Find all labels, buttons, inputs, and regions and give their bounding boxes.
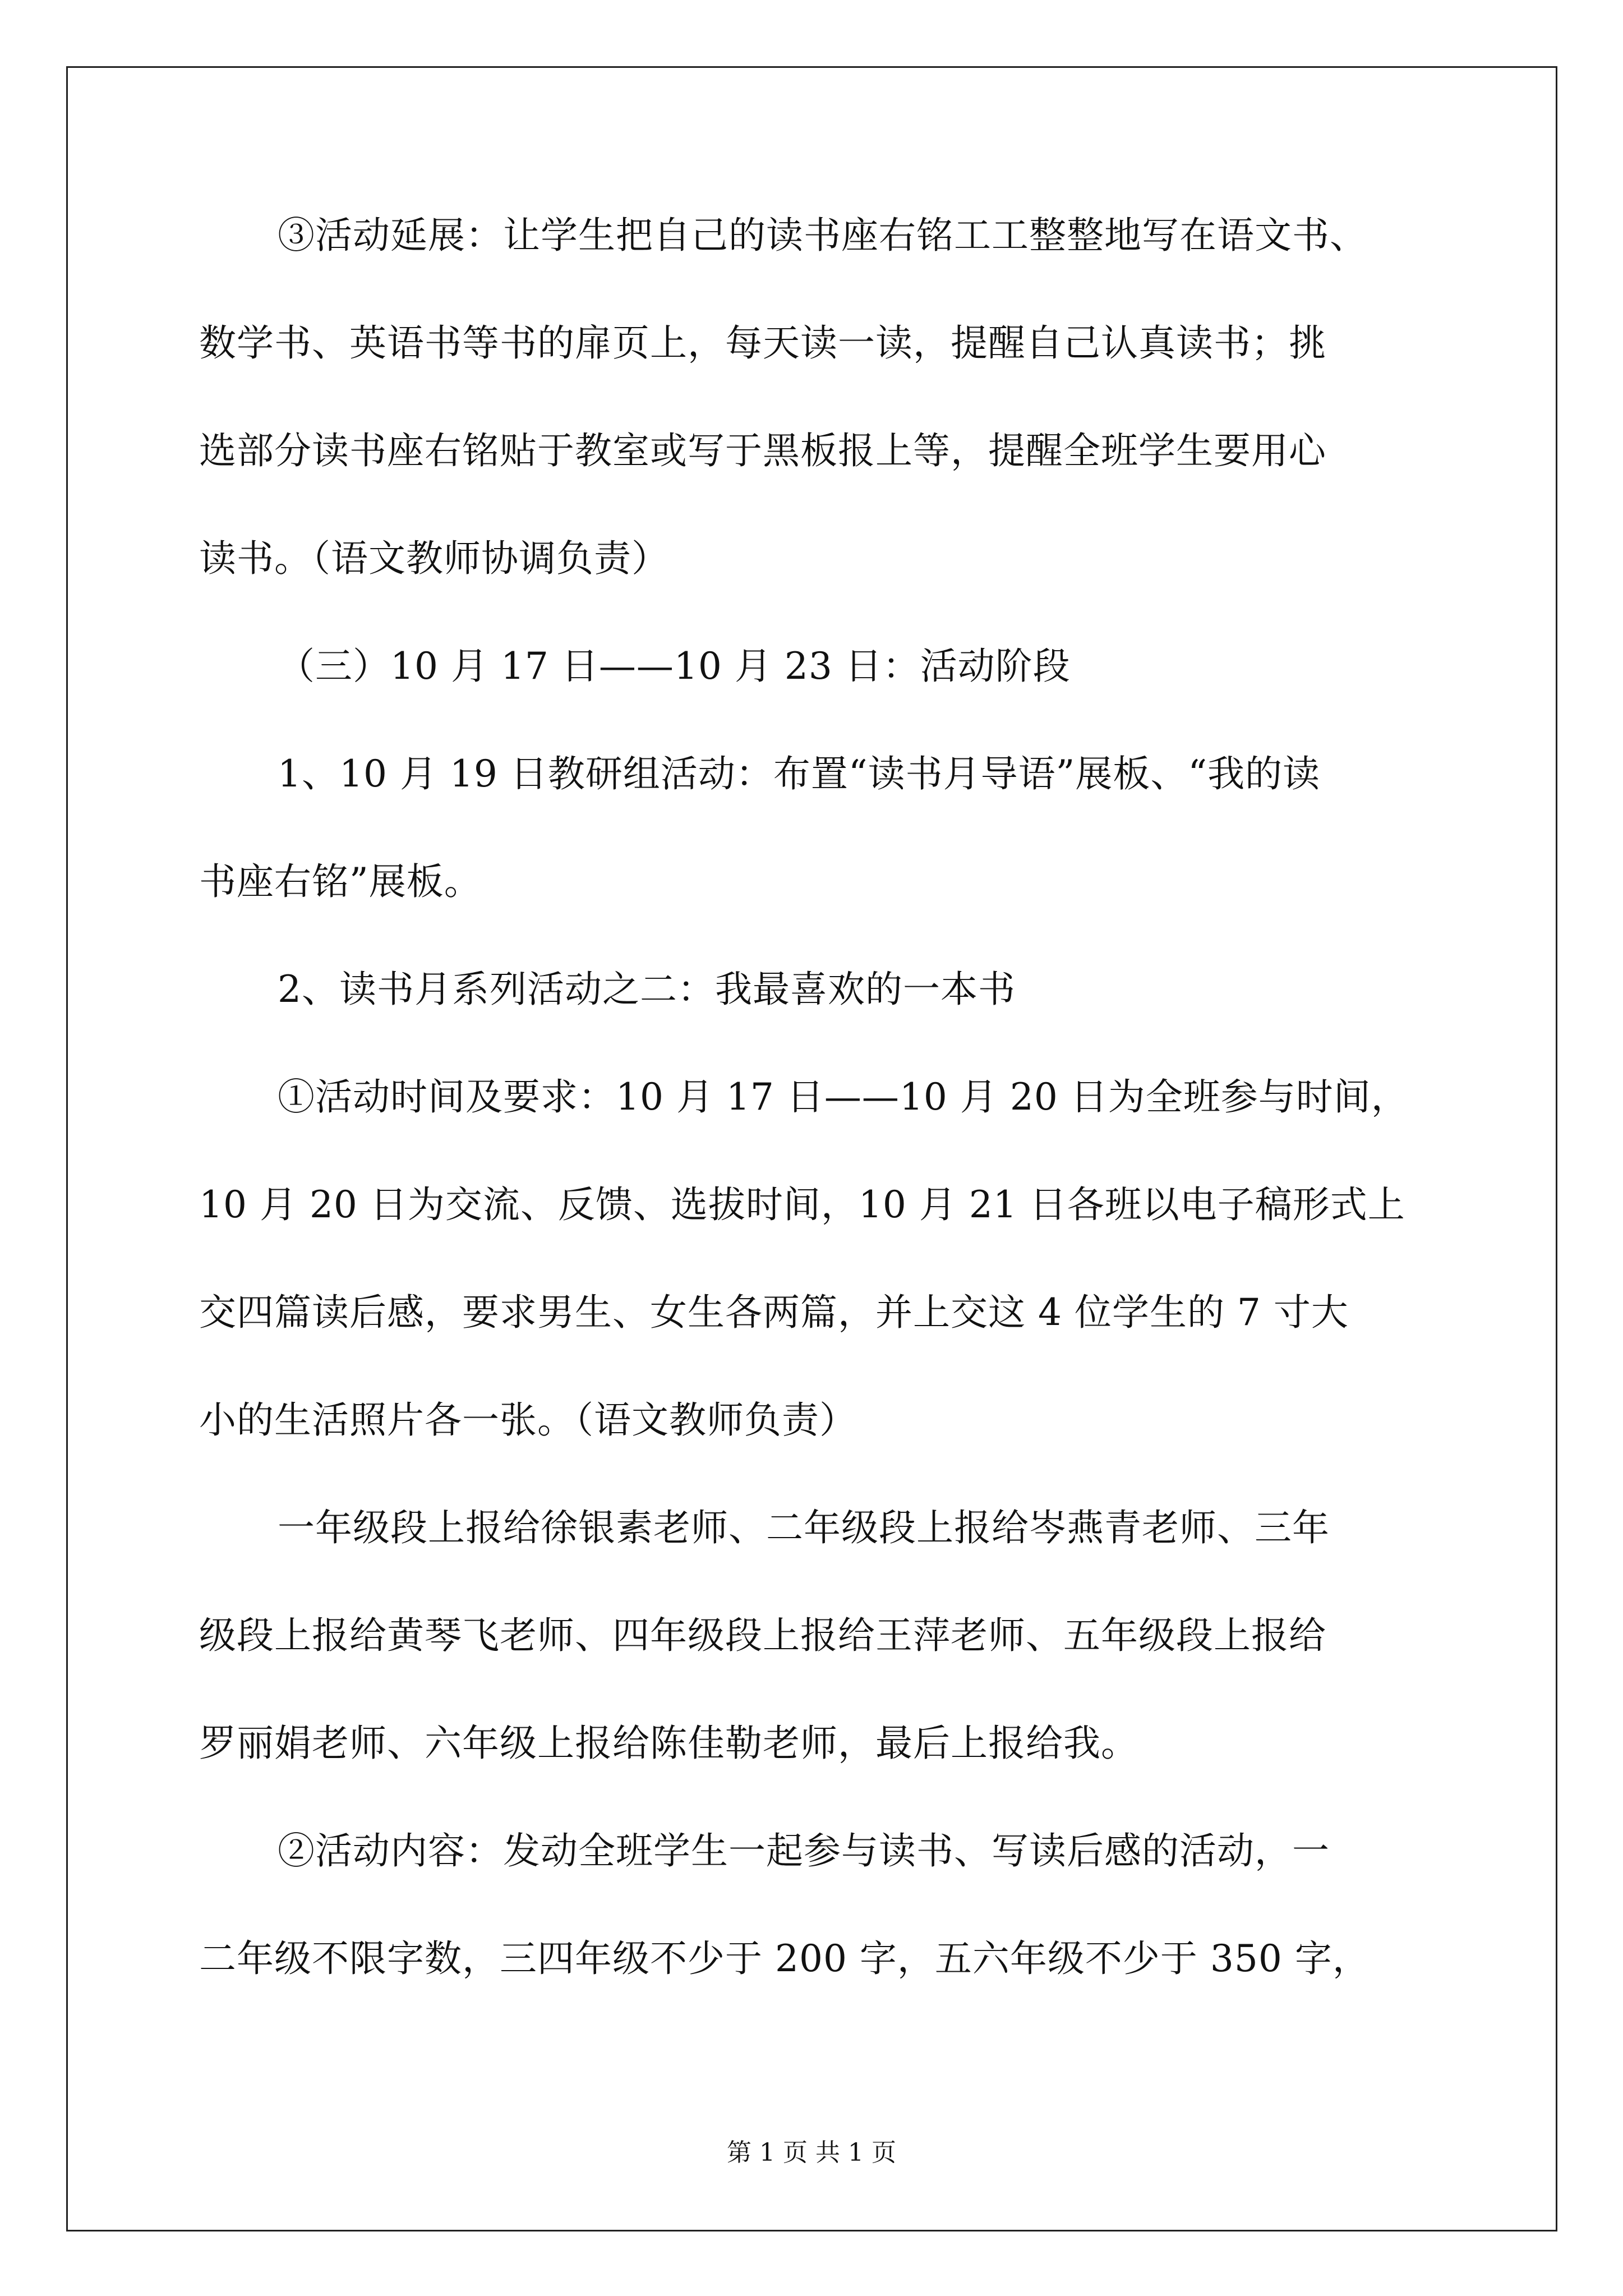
paragraph-line: 级段上报给黄琴飞老师、四年级段上报给王萍老师、五年级段上报给 — [199, 1614, 1326, 1657]
paragraph-line: 二年级不限字数，三四年级不少于 200 字，五六年级不少于 350 字， — [199, 1937, 1370, 1980]
paragraph-line: 罗丽娟老师、六年级上报给陈佳勒老师，最后上报给我。 — [199, 1722, 1138, 1765]
paragraph-line: 交四篇读后感，要求男生、女生各两篇，并上交这 4 位学生的 7 寸大 — [199, 1291, 1349, 1334]
paragraph-line: 读书。（语文教师协调负责） — [199, 537, 669, 580]
paragraph-line: ②活动内容：发动全班学生一起参与读书、写读后感的活动，一 — [278, 1829, 1330, 1872]
paragraph-line: 2、读书月系列活动之二：我最喜欢的一本书 — [278, 968, 1016, 1011]
paragraph-line: 书座右铭”展板。 — [199, 860, 482, 903]
paragraph-line: 小的生活照片各一张。（语文教师负责） — [199, 1398, 857, 1442]
paragraph-line: ①活动时间及要求：10 月 17 日——10 月 20 日为全班参与时间， — [278, 1075, 1409, 1119]
paragraph-line: 选部分读书座右铭贴于教室或写于黑板报上等，提醒全班学生要用心 — [199, 429, 1326, 472]
page-footer: 第 1 页 共 1 页 — [727, 2138, 896, 2167]
paragraph-line: 1、10 月 19 日教研组活动：布置“读书月导语”展板、“我的读 — [278, 752, 1321, 795]
page-border — [66, 66, 1557, 2231]
section-heading: （三）10 月 17 日——10 月 23 日：活动阶段 — [278, 645, 1071, 688]
paragraph-line: 一年级段上报给徐银素老师、二年级段上报给岑燕青老师、三年 — [278, 1506, 1330, 1549]
paragraph-line: ③活动延展：让学生把自己的读书座右铭工工整整地写在语文书、 — [278, 214, 1367, 257]
paragraph-line: 数学书、英语书等书的扉页上，每天读一读，提醒自己认真读书；挑 — [199, 321, 1326, 365]
paragraph-line: 10 月 20 日为交流、反馈、选拔时间，10 月 21 日各班以电子稿形式上 — [199, 1183, 1405, 1226]
